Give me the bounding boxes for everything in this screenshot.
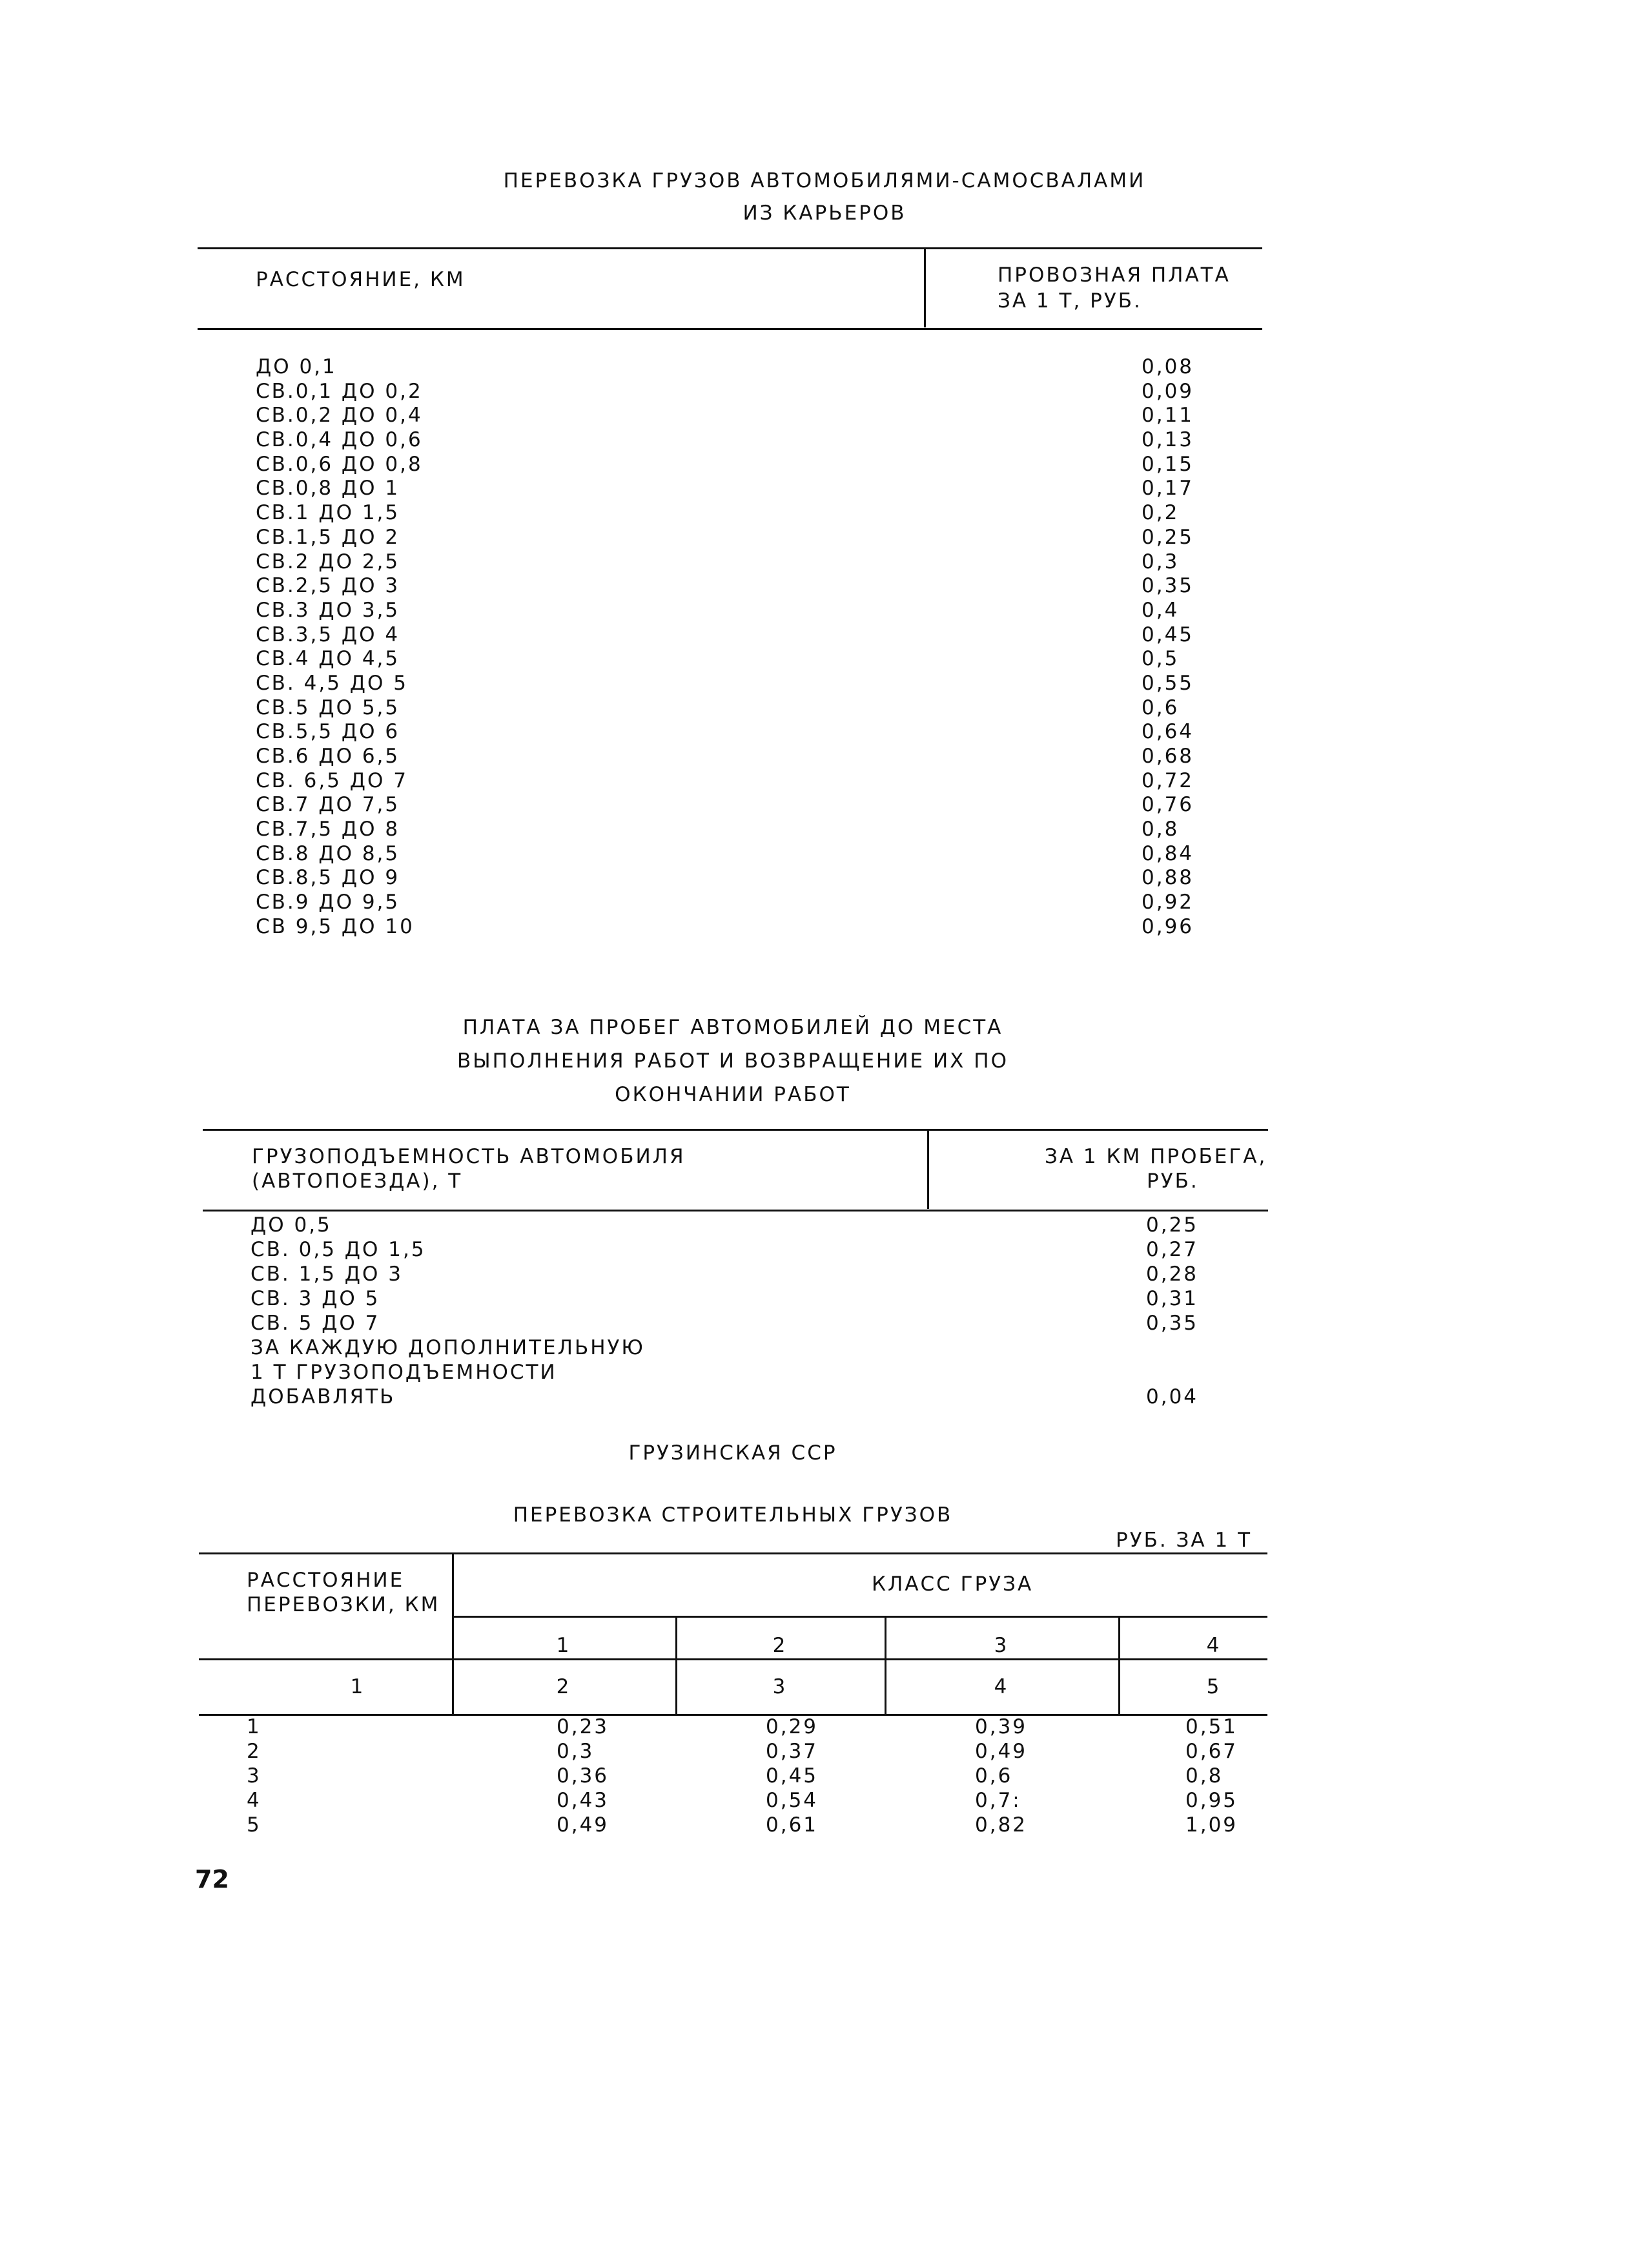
section2-header-capacity-line2: (АВТОПОЕЗДА), Т	[252, 1170, 463, 1193]
capacity-label: СВ. 3 ДО 5	[251, 1287, 380, 1310]
table-row	[251, 1237, 1219, 1262]
capacity-label: 1 Т ГРУЗОПОДЪЕМНОСТИ	[251, 1361, 557, 1384]
section1-distance-list	[256, 355, 423, 940]
price-value: 0,08	[1142, 355, 1194, 378]
rate-cell: 0,51	[1185, 1715, 1238, 1738]
class-label: 2	[772, 1634, 788, 1657]
rate-value: 0,25	[1146, 1213, 1199, 1237]
page-number: 72	[195, 1865, 229, 1893]
price-value: 0,15	[1142, 452, 1194, 476]
section1-header-rule	[198, 328, 1262, 330]
column-number: 4	[994, 1675, 1009, 1698]
table-row	[251, 1286, 1219, 1311]
section1-header-distance: РАССТОЯНИЕ, КМ	[256, 268, 466, 291]
section3-class-divider-2	[885, 1617, 886, 1714]
rate-cell: 0,37	[766, 1740, 819, 1763]
section3-top-rule	[199, 1552, 1267, 1554]
section1-title-line1: ПЕРЕВОЗКА ГРУЗОВ АВТОМОБИЛЯМИ-САМОСВАЛАМИ	[503, 169, 1146, 192]
section3-title: ПЕРЕВОЗКА СТРОИТЕЛЬНЫХ ГРУЗОВ	[513, 1503, 953, 1527]
class-label: 3	[994, 1634, 1009, 1657]
section3-header-distance-line2: ПЕРЕВОЗКИ, КМ	[247, 1593, 440, 1616]
price-value: 0,92	[1142, 891, 1194, 914]
section2-title-line2: ВЫПОЛНЕНИЯ РАБОТ И ВОЗВРАЩЕНИЕ ИХ ПО	[457, 1049, 1009, 1073]
rate-cell: 0,29	[766, 1715, 819, 1738]
column-number: 1	[350, 1675, 365, 1698]
table-row	[251, 1385, 1219, 1409]
section1-title-line2: ИЗ КАРЬЕРОВ	[743, 201, 906, 225]
distance-range: СВ.3,5 ДО 4	[256, 623, 400, 646]
section2-title-line3: ОКОНЧАНИИ РАБОТ	[615, 1083, 851, 1106]
rate-cell: 0,36	[557, 1764, 609, 1788]
rate-cell: 0,23	[557, 1715, 609, 1738]
price-value: 0,11	[1142, 404, 1194, 428]
rate-cell: 0,3	[557, 1740, 595, 1763]
price-value: 0,09	[1142, 379, 1194, 403]
section3-unit: РУБ. ЗА 1 Т	[1116, 1529, 1253, 1552]
capacity-label: ЗА КАЖДУЮ ДОПОЛНИТЕЛЬНУЮ	[251, 1336, 645, 1359]
table-row	[251, 1213, 1219, 1237]
capacity-label: СВ. 1,5 ДО 3	[251, 1263, 403, 1286]
rate-cell: 0,82	[975, 1813, 1028, 1837]
capacity-label: СВ. 5 ДО 7	[251, 1312, 380, 1335]
distance-cell: 4	[247, 1789, 261, 1812]
price-value: 0,84	[1142, 841, 1194, 865]
section1-header-price-line2: ЗА 1 Т, РУБ.	[998, 289, 1142, 313]
section1-price-list	[1142, 355, 1194, 940]
section3-col1-divider	[452, 1554, 454, 1714]
capacity-label: ДОБАВЛЯТЬ	[251, 1385, 396, 1408]
price-value: 0,25	[1142, 525, 1194, 549]
distance-cell: 1	[247, 1715, 261, 1738]
column-number: 5	[1206, 1675, 1222, 1698]
price-value: 0,35	[1142, 574, 1194, 598]
distance-range: СВ.0,8 ДО 1	[256, 477, 400, 500]
distance-range: СВ 9,5 ДО 10	[256, 914, 415, 938]
price-value: 0,88	[1142, 866, 1194, 890]
price-value: 0,17	[1142, 477, 1194, 500]
table-row	[251, 1311, 1219, 1335]
price-value: 0,45	[1142, 623, 1194, 646]
class-label: 4	[1206, 1634, 1222, 1657]
distance-range: СВ.0,2 ДО 0,4	[256, 404, 423, 428]
section3-class-divider-3	[1118, 1617, 1120, 1714]
section2-top-rule	[203, 1129, 1268, 1131]
price-value: 0,68	[1142, 745, 1194, 768]
distance-range: СВ.7 ДО 7,5	[256, 793, 400, 817]
distance-range: СВ.5,5 ДО 6	[256, 720, 400, 744]
price-value: 0,64	[1142, 720, 1194, 744]
price-value: 0,55	[1142, 671, 1194, 695]
rate-value: 0,27	[1146, 1238, 1199, 1261]
capacity-label: СВ. 0,5 ДО 1,5	[251, 1238, 426, 1261]
rate-cell: 0,49	[975, 1740, 1028, 1763]
rate-cell: 0,6	[975, 1764, 1013, 1788]
section3-class-rule	[199, 1658, 1267, 1660]
section3-header-rule	[199, 1714, 1267, 1716]
rate-cell: 0,54	[766, 1789, 819, 1812]
rate-value: 0,35	[1146, 1312, 1199, 1335]
rate-cell: 0,45	[766, 1764, 819, 1788]
distance-range: СВ.2,5 ДО 3	[256, 574, 400, 598]
section2-header-capacity-line1: ГРУЗОПОДЪЕМНОСТЬ АВТОМОБИЛЯ	[252, 1145, 686, 1168]
price-value: 0,5	[1142, 647, 1180, 671]
distance-range: СВ.0,1 ДО 0,2	[256, 379, 423, 403]
section1-header-price-line1: ПРОВОЗНАЯ ПЛАТА	[998, 263, 1231, 287]
class-label: 1	[556, 1634, 571, 1657]
column-number: 3	[772, 1675, 788, 1698]
section2-header-rate-line1: ЗА 1 КМ ПРОБЕГА,	[1045, 1145, 1267, 1168]
distance-range: СВ.9 ДО 9,5	[256, 891, 400, 914]
price-value: 0,2	[1142, 501, 1180, 525]
distance-cell: 2	[247, 1740, 261, 1763]
rate-cell: 0,61	[766, 1813, 819, 1837]
distance-range: СВ.5 ДО 5,5	[256, 696, 400, 719]
section1-top-rule	[198, 247, 1262, 249]
table-row	[251, 1262, 1219, 1286]
rate-cell: 1,09	[1185, 1813, 1238, 1837]
section3-header-distance-line1: РАССТОЯНИЕ	[247, 1569, 405, 1592]
rate-cell: 0,39	[975, 1715, 1028, 1738]
distance-range: СВ.3 ДО 3,5	[256, 598, 400, 622]
rate-value: 0,31	[1146, 1287, 1199, 1310]
section3-class-divider-1	[675, 1617, 677, 1714]
distance-range: СВ.7,5 ДО 8	[256, 818, 400, 841]
distance-range: СВ.0,4 ДО 0,6	[256, 428, 423, 452]
distance-range: СВ. 4,5 ДО 5	[256, 671, 408, 695]
section3-region: ГРУЗИНСКАЯ ССР	[628, 1441, 837, 1465]
distance-range: СВ. 6,5 ДО 7	[256, 768, 408, 792]
section3-header-cargo-class: КЛАСС ГРУЗА	[872, 1572, 1034, 1596]
section2-title-line1: ПЛАТА ЗА ПРОБЕГ АВТОМОБИЛЕЙ ДО МЕСТА	[462, 1016, 1003, 1039]
price-value: 0,6	[1142, 696, 1180, 719]
rate-value: 0,28	[1146, 1263, 1199, 1286]
distance-cell: 5	[247, 1813, 261, 1837]
price-value: 0,4	[1142, 598, 1180, 622]
distance-range: СВ.0,6 ДО 0,8	[256, 452, 423, 476]
rate-cell: 0,67	[1185, 1740, 1238, 1763]
distance-range: СВ.8,5 ДО 9	[256, 866, 400, 890]
distance-range: СВ.8 ДО 8,5	[256, 841, 400, 865]
rate-cell: 0,95	[1185, 1789, 1238, 1812]
rate-cell: 0,7:	[975, 1789, 1021, 1812]
distance-range: СВ.4 ДО 4,5	[256, 647, 400, 671]
rate-cell: 0,8	[1185, 1764, 1224, 1788]
price-value: 0,76	[1142, 793, 1194, 817]
column-number: 2	[556, 1675, 571, 1698]
section2-column-divider	[927, 1130, 929, 1209]
rate-value: 0,04	[1146, 1385, 1199, 1408]
price-value: 0,3	[1142, 550, 1180, 573]
price-value: 0,13	[1142, 428, 1194, 452]
section2-header-rate-line2: РУБ.	[1147, 1170, 1199, 1193]
distance-cell: 3	[247, 1764, 261, 1788]
section3-group-rule	[452, 1616, 1267, 1618]
table-row	[251, 1360, 1219, 1385]
rate-cell: 0,43	[557, 1789, 609, 1812]
distance-range: СВ.2 ДО 2,5	[256, 550, 400, 573]
distance-range: СВ.6 ДО 6,5	[256, 745, 400, 768]
price-value: 0,8	[1142, 818, 1180, 841]
section1-column-divider	[924, 249, 926, 327]
capacity-label: ДО 0,5	[251, 1213, 332, 1237]
section2-header-rule	[203, 1210, 1268, 1211]
distance-range: СВ.1,5 ДО 2	[256, 525, 400, 549]
distance-range: СВ.1 ДО 1,5	[256, 501, 400, 525]
price-value: 0,96	[1142, 914, 1194, 938]
section2-rate-list	[251, 1213, 1219, 1409]
price-value: 0,72	[1142, 768, 1194, 792]
distance-range: ДО 0,1	[256, 355, 337, 378]
rate-cell: 0,49	[557, 1813, 609, 1837]
table-row	[251, 1335, 1219, 1360]
